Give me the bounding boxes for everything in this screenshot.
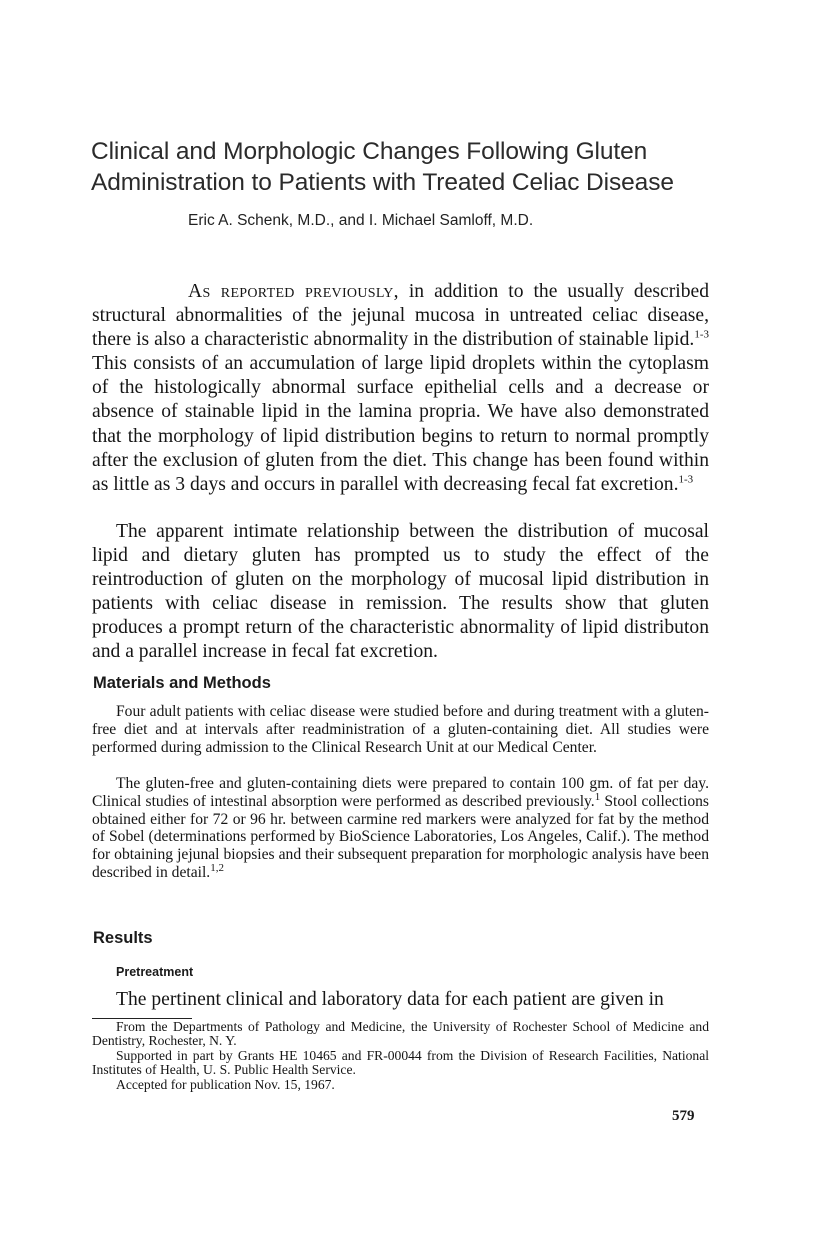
author-line: Eric A. Schenk, M.D., and I. Michael Samloff, M.D. <box>188 212 534 229</box>
section-heading-methods: Materials and Methods <box>93 674 271 692</box>
title-line-2: Administration to Patients with Treated Celiac Disease <box>91 169 674 196</box>
footnotes <box>92 1020 709 1092</box>
subsection-heading-pretreatment: Pretreatment <box>116 965 194 979</box>
citation-ref: 1-3 <box>678 473 694 486</box>
footnote-support: Supported in part by Grants HE 10465 and FR-00044 from the Division of Research Facilities, National Institutes of Health, U. S. Public Health Service. <box>92 1047 709 1078</box>
intro-paragraph-2: The apparent intimate relationship between the distribution of mucosal lipid and dietary gluten has prompted us to study the effect of the reintroduction of gluten on the morphology of mucosal lipid distribution in patients with celiac disease in remission. The results show that gluten produces a prompt return of the characteristic abnormality of lipid distributon and a parallel increase in fecal fat excretion. <box>92 521 709 663</box>
citation-ref: 1,2 <box>210 861 224 874</box>
lead-in-small-caps: As reported previously, <box>188 281 399 302</box>
citation-ref: 1 <box>594 790 601 803</box>
intro-p1-text-a: in addition to the usually described structural abnormalities of the jejunal mucosa in untreated celiac disease, there is also a characteristic abnormality in the distribution of stainable lipid. <box>92 281 709 351</box>
methods-paragraph-1: Four adult patients with celiac disease were studied before and during treatment with a gluten-free diet and at intervals after readministration of a gluten-containing diet. All studies were performed during admission to the Clinical Research Unit at our Medical Center. <box>92 703 709 756</box>
methods-p2-text-b: Stool collections obtained either for 72 or 96 hr. between carmine red markers were analyzed for fat by the method of Sobel (determinations performed by BioScience Laboratories, Los Angeles, Calif.). The method for obtaining jejunal biopsies and their subsequent preparation for morphologic analysis have been described in detail. <box>92 792 709 881</box>
intro-paragraph-1 <box>92 280 709 497</box>
results-paragraph-1: The pertinent clinical and laboratory data for each patient are given in <box>116 989 664 1010</box>
page-number: 579 <box>672 1108 695 1124</box>
methods-p2-text-a: The gluten-free and gluten-containing diets were prepared to contain 100 gm. of fat per day. Clinical studies of intestinal absorption were performed as described previously. <box>92 775 709 810</box>
citation-ref: 1-3 <box>694 328 709 341</box>
intro-p1-text-b: This consists of an accumulation of large lipid droplets within the cytoplasm of the histologically abnormal surface epithelial cells and a decrease or absence of stainable lipid in the lamina propria. We have also demonstrated that the morphology of lipid distribution begins to return to normal promptly after the exclusion of gluten from the diet. This change has been found within as little as 3 days and occurs in parallel with decreasing fecal fat excretion. <box>92 353 709 495</box>
section-heading-results: Results <box>93 929 153 947</box>
methods-paragraph-2 <box>92 775 709 882</box>
title-line-1: Clinical and Morphologic Changes Following Gluten <box>91 138 648 165</box>
footnote-accepted: Accepted for publication Nov. 15, 1967. <box>116 1076 335 1092</box>
article-title <box>91 136 771 198</box>
footnote-affiliation: From the Departments of Pathology and Medicine, the University of Rochester School of Medicine and Dentistry, Rochester, N. Y. <box>92 1019 709 1049</box>
